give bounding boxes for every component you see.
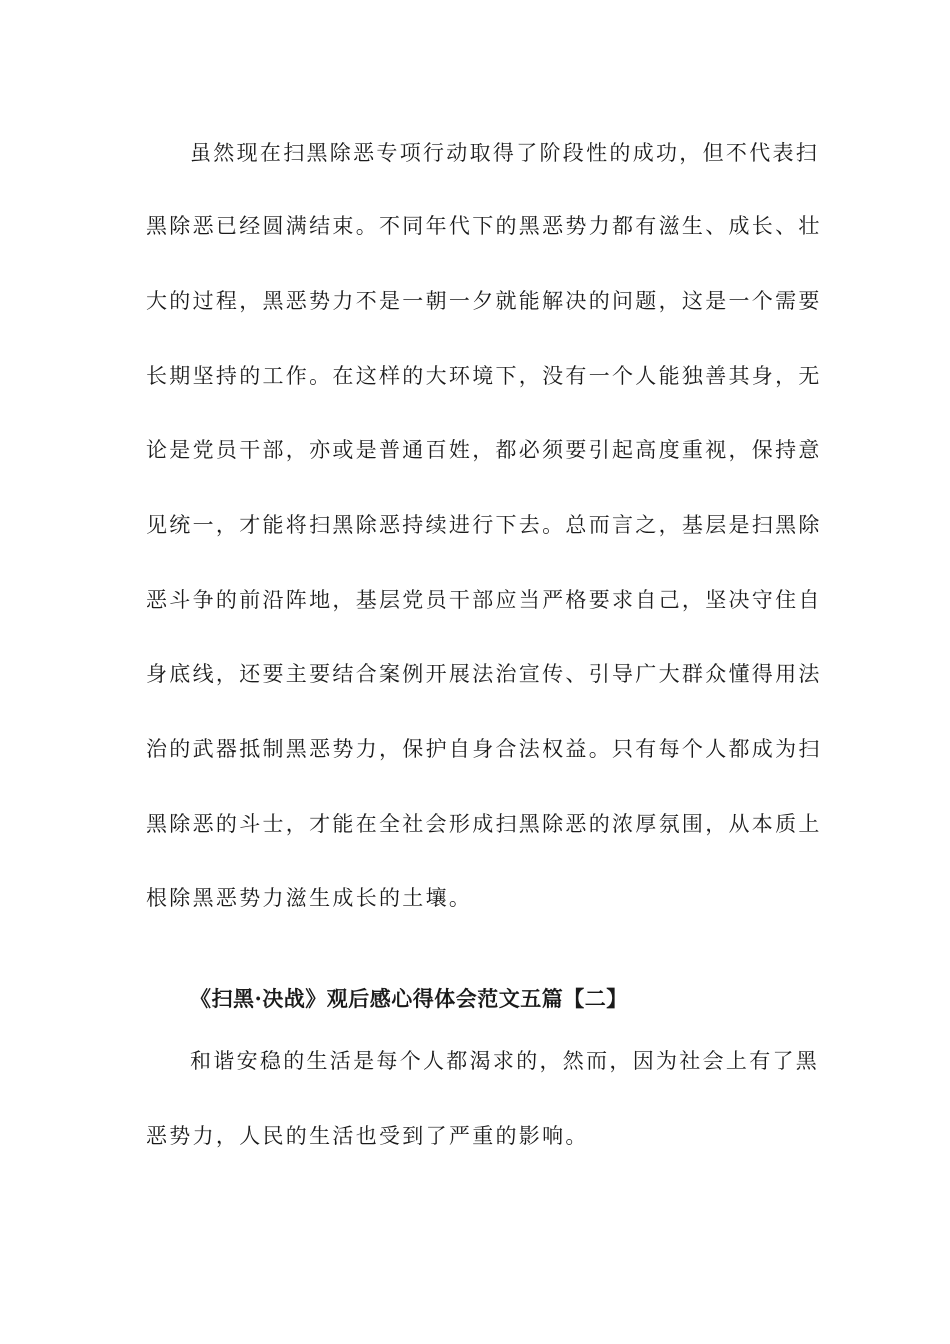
paragraph-1-line-8: 身底线，还要主要结合案例开展法治宣传、引导广大群众懂得用法	[146, 662, 822, 686]
paragraph-1-line-4: 长期坚持的工作。在这样的大环境下，没有一个人能独善其身，无	[146, 364, 822, 388]
paragraph-2-line-2: 恶势力，人民的生活也受到了严重的影响。	[146, 1124, 589, 1148]
paragraph-1-line-6: 见统一，才能将扫黑除恶持续进行下去。总而言之，基层是扫黑除	[146, 513, 822, 537]
section-heading: 《扫黑·决战》观后感心得体会范文五篇【二】	[190, 986, 628, 1011]
paragraph-1-line-9: 治的武器抵制黑恶势力，保护自身合法权益。只有每个人都成为扫	[146, 737, 822, 761]
paragraph-1-line-7: 恶斗争的前沿阵地，基层党员干部应当严格要求自己，坚决守住自	[146, 588, 822, 612]
paragraph-1-line-11: 根除黑恶势力滋生成长的土壤。	[146, 886, 473, 910]
paragraph-1-line-2: 黑除恶已经圆满结束。不同年代下的黑恶势力都有滋生、成长、壮	[146, 214, 822, 238]
paragraph-1-line-1: 虽然现在扫黑除恶专项行动取得了阶段性的成功，但不代表扫	[190, 141, 820, 165]
paragraph-2-line-1: 和谐安稳的生活是每个人都渴求的，然而，因为社会上有了黑	[190, 1049, 820, 1073]
paragraph-1-line-3: 大的过程，黑恶势力不是一朝一夕就能解决的问题，这是一个需要	[146, 289, 822, 313]
paragraph-1-line-10: 黑除恶的斗士，才能在全社会形成扫黑除恶的浓厚氛围，从本质上	[146, 812, 822, 836]
paragraph-1-line-5: 论是党员干部，亦或是普通百姓，都必须要引起高度重视，保持意	[146, 438, 822, 462]
